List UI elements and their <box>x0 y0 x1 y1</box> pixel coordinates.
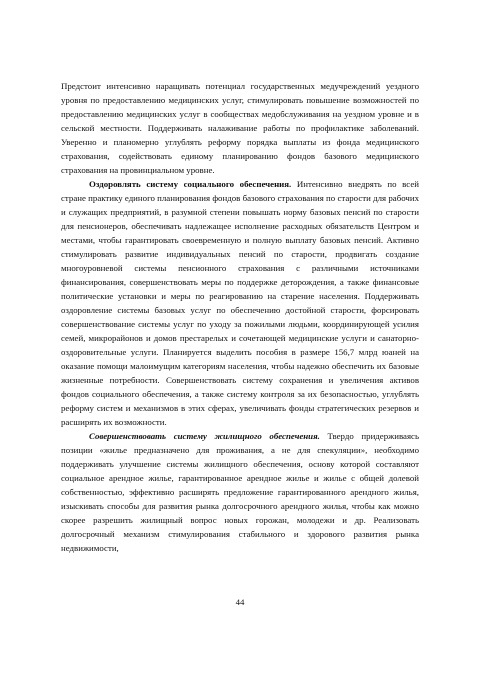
paragraph-housing <box>61 429 419 555</box>
paragraph-social-security <box>61 177 419 429</box>
paragraph-housing-text: Твердо придерживаясь позиции «жилье предназначено для проживания, а не для спекуляции», необходимо поддерживать улучшение системы жилищного обеспечения, основу которой составляют социальное арендное жилье, гарантированное арендное жилье и жилье с общей долевой собственностью, эффективно расширять предложение гарантированного арендного жилья, изыскивать способы для развития рынка долгосрочного арендного жилья, чтобы как можно скорее разрешить жилищный вопрос новых горожан, молодежи и др. Реализовать долгосрочный механизм стимулирования стабильного и здорового развития рынка недвижимости, <box>61 431 419 553</box>
page-number: 44 <box>235 597 245 607</box>
paragraph-housing-lead: Совершенствовать систему жилищного обеспечения. <box>89 431 320 441</box>
paragraph-healthcare <box>61 79 419 177</box>
paragraph-social-security-text: Интенсивно внедрять по всей стране практику единого планирования фондов базового страхования по старости для рабочих и служащих предприятий, в разумной степени повышать норму базовых пенсий по старости для пенсионеров, обеспечивать надлежащее исполнение расходных обязательств Центром и местами, чтобы гарантировать своевременную и полную выплату базовых пенсий. Активно стимулировать развитие индивидуальных пенсий по старости, продвигать создание многоуровневой системы пенсионного страхования с различными источниками финансирования, совершенствовать меры по поддержке деторождения, а также финансовые политические установки и меры по реагированию на старение населения. Поддерживать оздоровление системы базовых услуг по обеспечению достойной старости, форсировать совершенствование системы услуг по уходу за пожилыми людьми, координирующей усилия семей, микрорайонов и домов престарелых и сочетающей медицинские услуги и санаторно-оздоровительные услуги. Планируется выделить пособия в размере 156,7 млрд юаней на оказание помощи малоимущим категориям населения, чтобы надежно обеспечить их базовые жизненные потребности. Совершенствовать систему сохранения и увеличения активов фондов социального обеспечения, а также систему контроля за их безопасностью, углублять реформу систем и механизмов в этих сферах, увеличивать фонды стратегических резервов и расширять их возможности. <box>61 179 419 427</box>
paragraph-healthcare-text: Предстоит интенсивно наращивать потенциал государственных медучреждений уездного уровня по предоставлению медицинских услуг, стимулировать повышение возможностей по предоставлению медицинских услуг в сообществах медобслуживания на уездном уровне и в сельской местности. Поддерживать налаживание работы по профилактике заболеваний. Уверенно и планомерно углублять реформу порядка выплаты из фонда медицинского страхования, содействовать единому планированию фондов базового медицинского страхования на провинциальном уровне. <box>61 81 419 175</box>
paragraph-social-security-lead: Оздоровлять систему социального обеспечения. <box>89 179 292 189</box>
document-body <box>61 79 419 555</box>
